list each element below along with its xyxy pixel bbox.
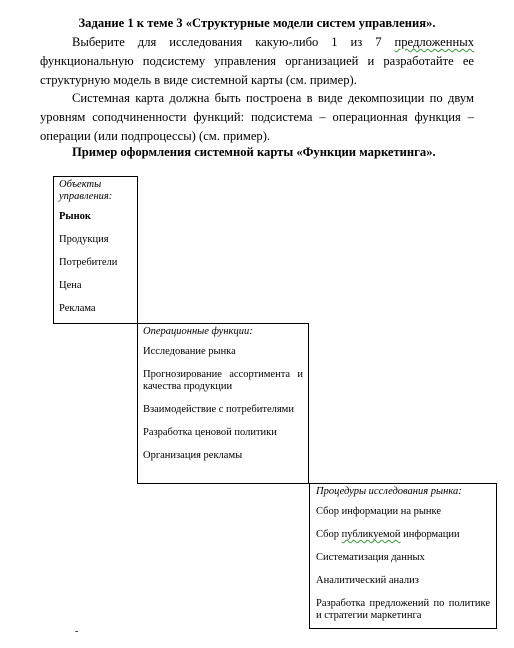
research-procedures-header: Процедуры исследования рынка: bbox=[316, 486, 462, 497]
procedure-item: Сбор информации на рынке bbox=[316, 506, 442, 517]
research-procedures-box bbox=[309, 483, 497, 629]
object-item: Рынок bbox=[59, 211, 91, 222]
object-item: Реклама bbox=[59, 303, 96, 314]
operational-functions-header: Операционные функции: bbox=[143, 326, 253, 337]
procedure-item bbox=[316, 529, 490, 541]
procedure-item-spellcheck-word: публикуемой bbox=[341, 529, 401, 540]
paragraph-1-spellcheck-word: предложенных bbox=[394, 35, 474, 49]
object-item: Цена bbox=[59, 280, 82, 291]
object-item: Продукция bbox=[59, 234, 109, 245]
function-item bbox=[143, 404, 303, 416]
procedure-item-text-b: информации bbox=[400, 529, 460, 540]
paragraph-2: Системная карта должна быть построена в виде декомпозиции по двум уровням соподчиненности функций: подсистема – операционная функция – операции (или подпроцессы) (см. пример). bbox=[40, 91, 474, 143]
object-item: Потребители bbox=[59, 257, 118, 268]
objects-box-header: Объекты управления: bbox=[59, 179, 113, 202]
procedure-item: Аналитический анализ bbox=[316, 575, 419, 586]
function-item: Прогнозирование ассортимента и качества продукции bbox=[143, 369, 303, 392]
paragraph-1-text-b: функциональную подсистему управления организацией и разработайте ее структурную модель в виде системной карты (см. пример). bbox=[40, 54, 474, 87]
paragraph-1 bbox=[40, 33, 474, 90]
function-item: Исследование рынка bbox=[143, 346, 236, 357]
paragraph-1-text-a: Выберите для исследования какую-либо 1 из 7 bbox=[72, 35, 395, 49]
task-title: Задание 1 к теме 3 «Структурные модели систем управления». bbox=[78, 16, 436, 30]
procedure-item-text-a: Сбор bbox=[316, 529, 342, 540]
function-item: Организация рекламы bbox=[143, 450, 243, 461]
operational-functions-box bbox=[137, 323, 309, 484]
objects-box bbox=[53, 176, 138, 324]
function-item-text: Взаимодействие с потребителями bbox=[143, 404, 294, 415]
procedure-item: Систематизация данных bbox=[316, 552, 425, 563]
trailing-mark: - bbox=[75, 626, 79, 637]
function-item: Разработка ценовой политики bbox=[143, 427, 277, 438]
procedure-item: Разработка предложений по политике и стратегии маркетинга bbox=[316, 598, 490, 621]
example-title: Пример оформления системной карты «Функции маркетинга». bbox=[72, 145, 436, 159]
